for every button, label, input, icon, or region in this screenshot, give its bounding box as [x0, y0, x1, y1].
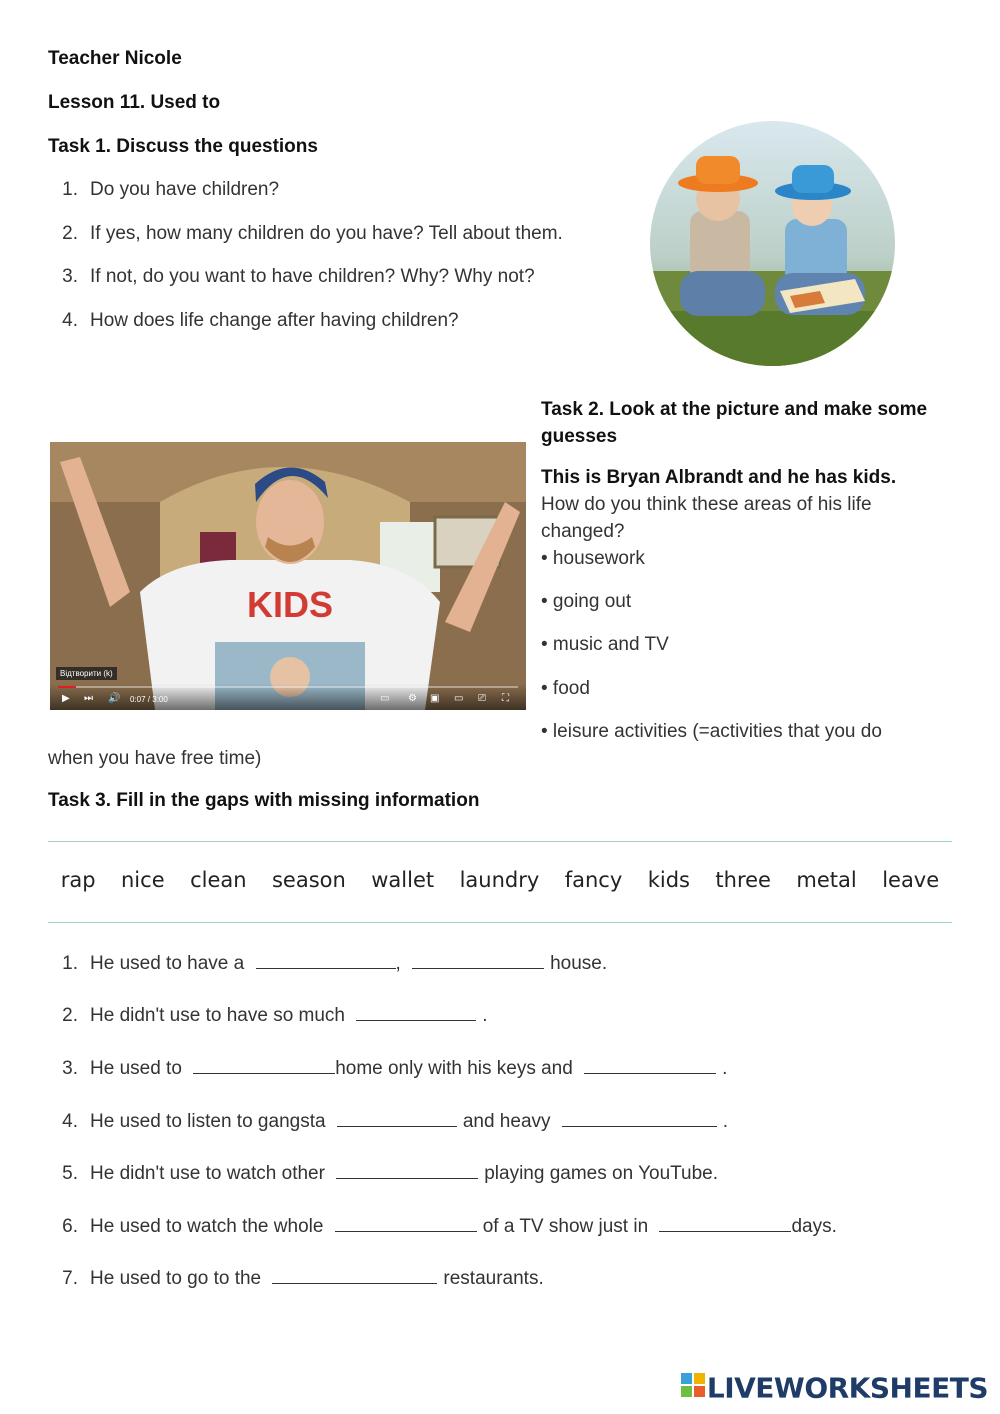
word-bank-item: metal	[796, 868, 857, 892]
play-icon[interactable]: ▶	[62, 693, 70, 704]
word-bank-item: nice	[121, 868, 165, 892]
sentence-2: 2. He didn't use to have so much .	[62, 1005, 488, 1026]
word-bank	[48, 868, 952, 892]
fullscreen-icon[interactable]: ⛶	[502, 693, 509, 704]
sentence-4: 4. He used to listen to gangsta and heavy .	[62, 1111, 729, 1132]
word-bank-item: leave	[882, 868, 940, 892]
gap-input[interactable]	[272, 1267, 437, 1284]
task2-intro: This is Bryan Albrandt and he has kids. How do you think these areas of his life changed? • housework	[541, 464, 896, 572]
liveworksheets-logo[interactable]: LIVEWORKSHEETS	[681, 1370, 988, 1405]
task2-title: Task 2. Look at the picture and make some guesses	[541, 399, 928, 447]
gap-input[interactable]	[335, 1215, 477, 1232]
area-item-continued: when you have free time)	[48, 748, 262, 769]
theater-icon[interactable]: ▭	[454, 693, 464, 704]
gap-input[interactable]	[193, 1057, 335, 1074]
subtitles-icon[interactable]: ▭	[380, 693, 390, 704]
word-bank-item: laundry	[459, 868, 540, 892]
cast-icon[interactable]: ⎚	[478, 693, 486, 704]
play-tooltip: Відтворити (k)	[56, 667, 117, 680]
task1-question: 1. Do you have children?	[62, 179, 280, 200]
area-item: • leisure activities (=activities that you do	[541, 721, 882, 742]
sentence-5: 5. He didn't use to watch other playing games on YouTube.	[62, 1163, 719, 1184]
volume-icon[interactable]: 🔊	[108, 693, 121, 704]
divider	[48, 841, 952, 842]
task1-question: 3. If not, do you want to have children? Why? Why not?	[62, 266, 535, 287]
word-bank-item: three	[715, 868, 771, 892]
lesson-title: Lesson 11. Used to	[48, 92, 221, 113]
progress-bar[interactable]	[58, 686, 518, 688]
gap-input[interactable]	[256, 952, 396, 969]
logo-icon	[681, 1371, 705, 1404]
gap-input[interactable]	[337, 1110, 457, 1127]
task1-question: 2. If yes, how many children do you have? Tell about them.	[62, 223, 563, 244]
sentence-6: 6. He used to watch the whole of a TV show just in days.	[62, 1216, 837, 1237]
word-bank-item: wallet	[371, 868, 435, 892]
task3-title: Task 3. Fill in the gaps with missing information	[48, 790, 480, 811]
gap-input[interactable]	[659, 1215, 791, 1232]
teacher-name: Teacher Nicole	[48, 48, 182, 69]
word-bank-item: fancy	[564, 868, 623, 892]
sentence-3: 3. He used to home only with his keys and .	[62, 1058, 728, 1079]
word-bank-item: clean	[190, 868, 247, 892]
next-icon[interactable]: ⏭	[84, 693, 93, 704]
sentence-1: 1. He used to have a , house.	[62, 953, 608, 974]
settings-icon[interactable]: ⚙	[408, 693, 417, 704]
video-player[interactable]	[50, 442, 526, 710]
miniplayer-icon[interactable]: ▣	[430, 693, 440, 704]
shirt-text: KIDS	[246, 584, 334, 625]
task1-question: 4. How does life change after having children?	[62, 310, 459, 331]
word-bank-item: season	[271, 868, 346, 892]
gap-input[interactable]	[584, 1057, 716, 1074]
gap-input[interactable]	[412, 952, 544, 969]
area-item: • going out	[541, 591, 632, 612]
word-bank-item: kids	[647, 868, 690, 892]
gap-input[interactable]	[336, 1162, 478, 1179]
video-time: 0:07 / 3:00	[130, 695, 168, 704]
word-bank-item: rap	[60, 868, 96, 892]
area-item: • music and TV	[541, 634, 669, 655]
sentence-7: 7. He used to go to the restaurants.	[62, 1268, 544, 1289]
children-photo	[650, 121, 895, 366]
task1-title: Task 1. Discuss the questions	[48, 136, 318, 157]
video-controls	[50, 684, 526, 710]
area-item: • housework	[541, 548, 645, 569]
divider	[48, 922, 952, 923]
area-item: • food	[541, 678, 590, 699]
gap-input[interactable]	[356, 1004, 476, 1021]
gap-input[interactable]	[562, 1110, 717, 1127]
